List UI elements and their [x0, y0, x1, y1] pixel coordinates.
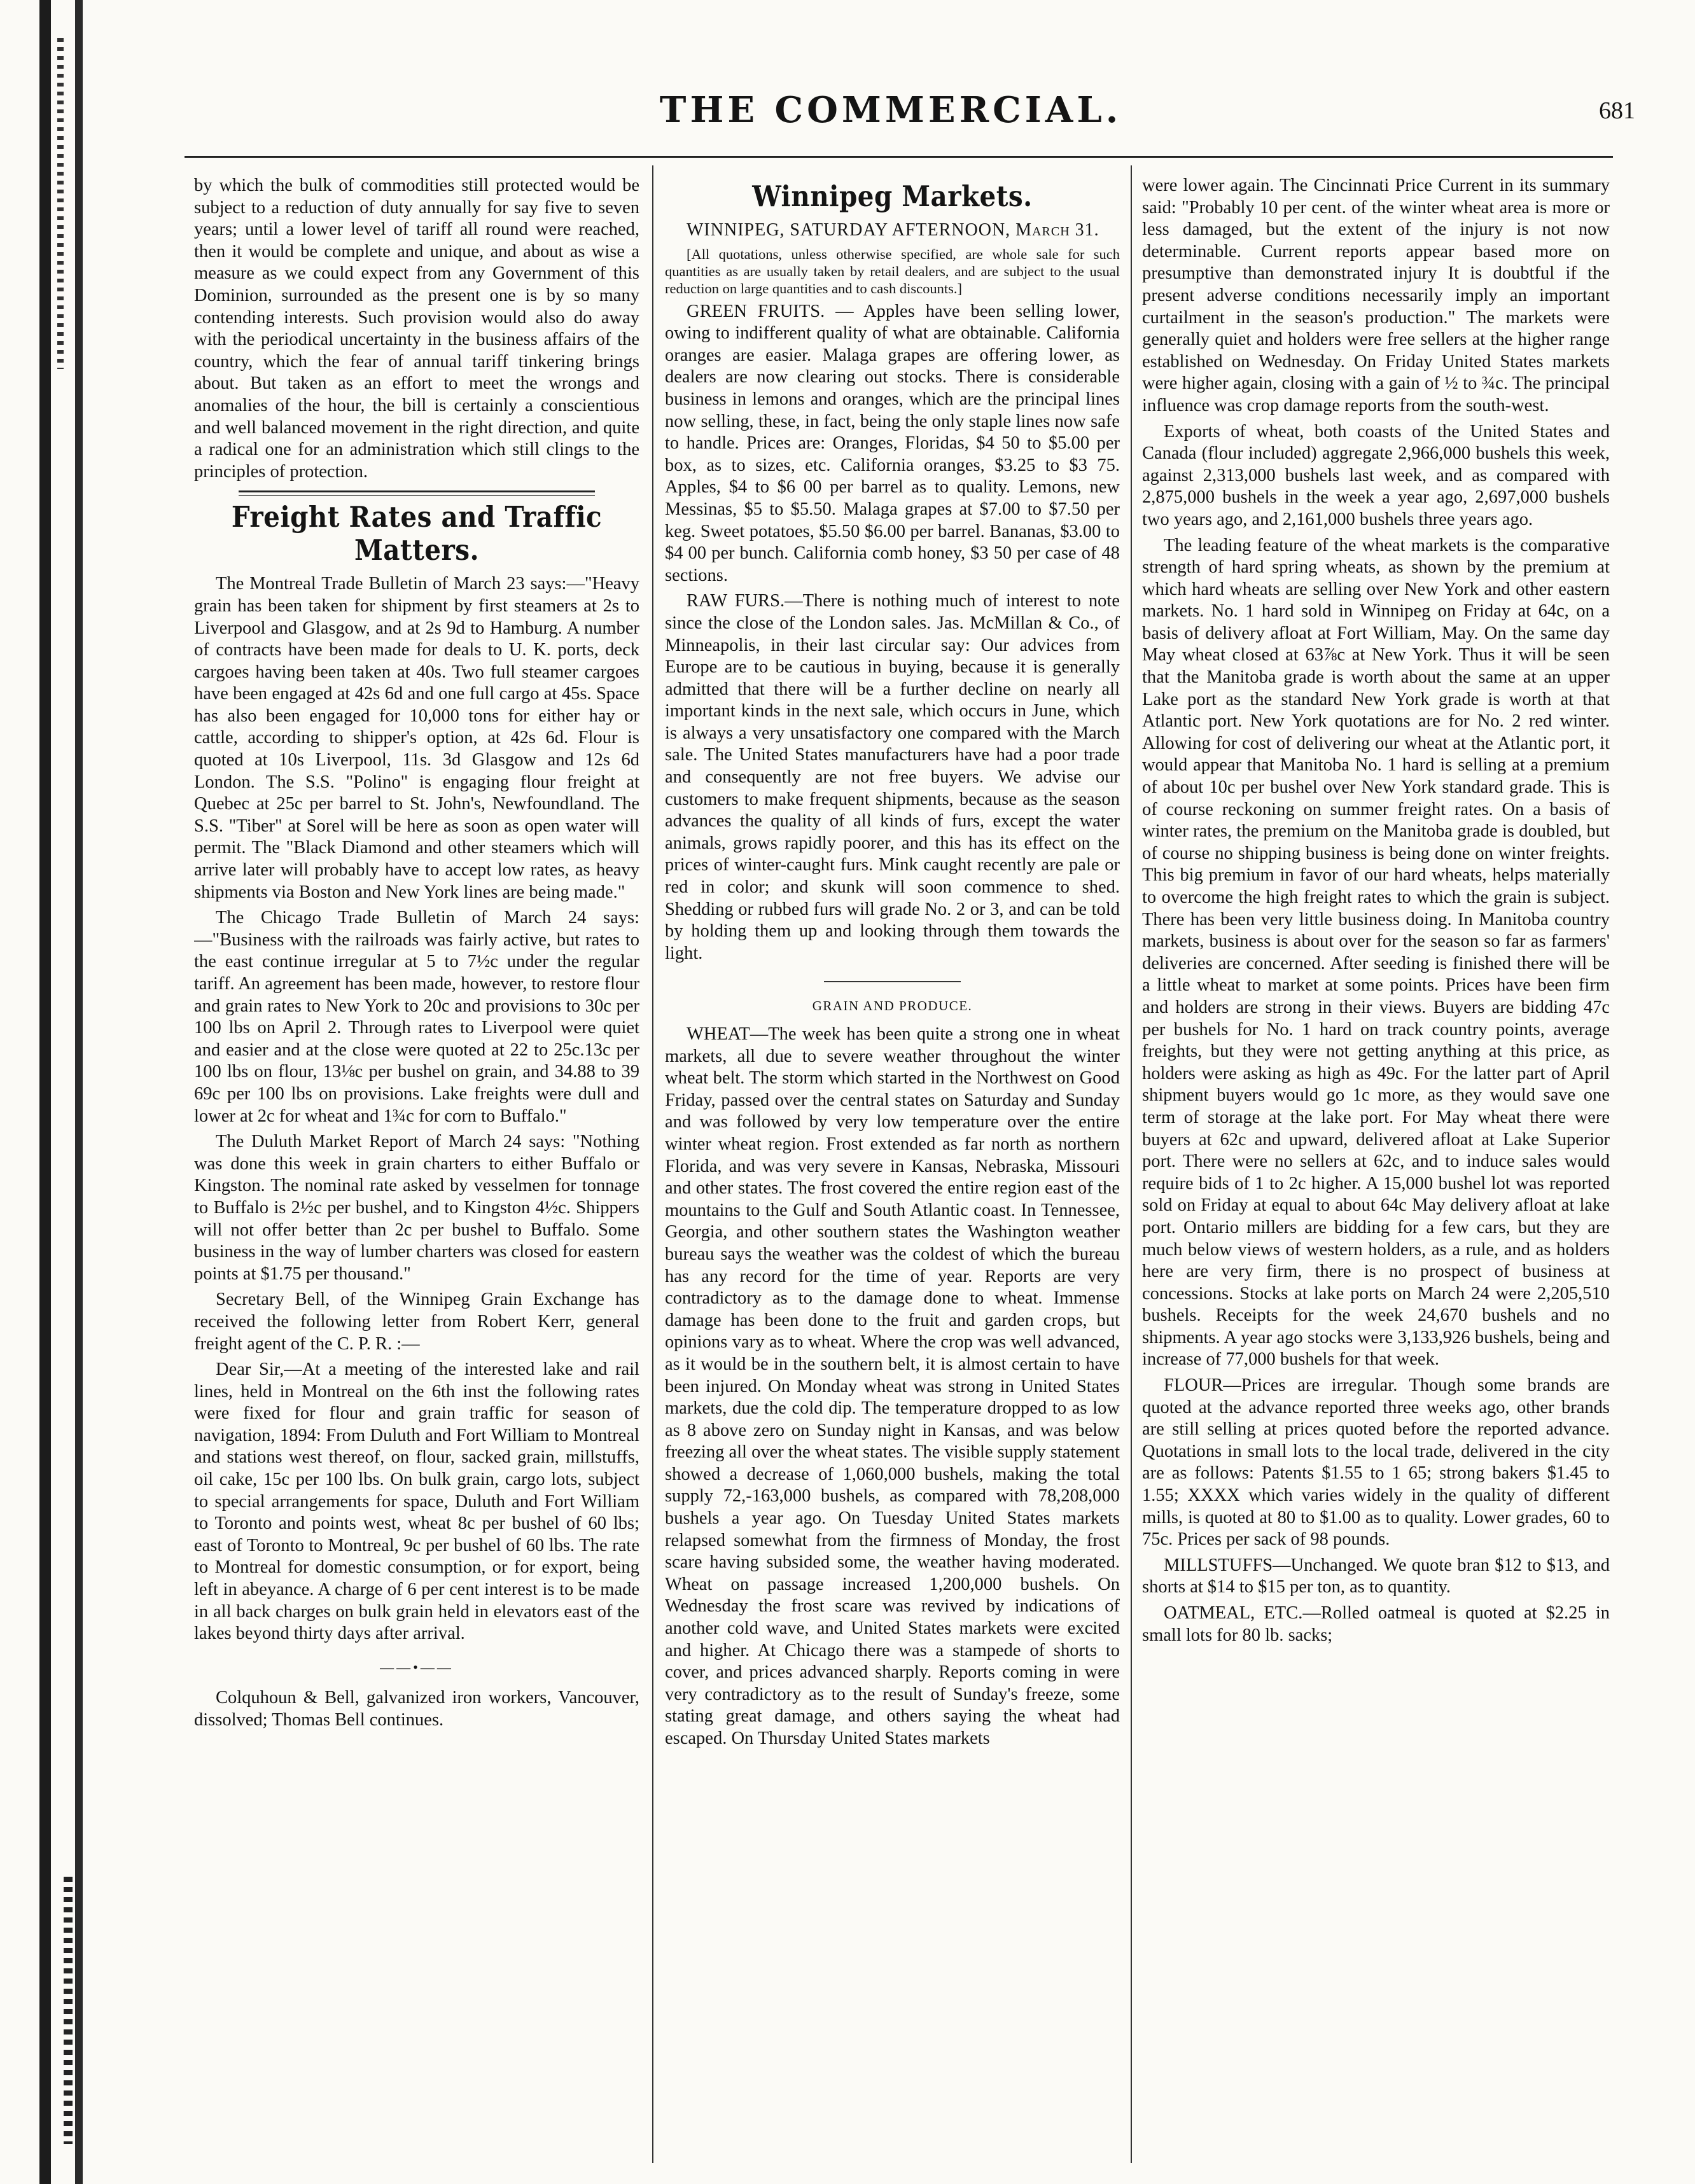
publication-title: THE COMMERCIAL. — [659, 89, 1122, 131]
market-paragraph: Exports of wheat, both coasts of the United States and Canada (flour included) aggregate 2,966,000 bushels this week, against 2,313,000 bushels last week, and as compared with 2,875,000 bushels in the week a year ago, 2,697,000 bushels two years ago, and 2,161,000 bushels three years ago. — [1142, 421, 1610, 529]
market-paragraph: were lower again. The Cincinnati Price Current in its summary said: "Probably 10 per cent. of the winter wheat area is more or less damaged, but the extent of the injury is not now determinable. Current reports appear based more on presumptive than demonstrated injury It is doubtful if the present adverse conditions necessarily imply an important curtailment in the season's production." The markets were generally quiet and holders were free sellers at the higher range established on Wednesday. On Friday United States markets were higher again, closing with a gain of ½ to ¾c. The principal influence was crop damage reports from the south-west. — [1142, 176, 1610, 415]
freight-paragraph: The Montreal Trade Bulletin of March 23 says:—"Heavy grain has been taken for shipment by first steamers at 2s to Liverpool and Glasgow, and at 2s 9d to Hamburg. A number of contracts have been made for deals to U. K. ports, deck cargoes having been taken at 40s. Two full steamer cargoes have been engaged at 42s 6d and one full cargo at 45s. Space has also been engaged for 10,000 tons for either hay or cattle, according to shipper's option, at 42s 6d. Flour is quoted at 10s Liverpool, 11s. 3d Glasgow and 12s 6d London. The S.S. "Polino" is engaging flour freight at Quebec at 25c per barrel to St. John's, Newfoundland. The S.S. "Tiber" at Sorel will be here as soon as open water will permit. The "Black Diamond and other steamers which will arrive later will probably have to accept low rates, as heavy shipments via Boston and New York lines are being made." — [194, 574, 639, 902]
page-binding-edge — [0, 0, 108, 2184]
column-rule-2 — [1131, 165, 1132, 2163]
column-3 — [1142, 175, 1610, 2166]
market-paragraph: MILLSTUFFS—Unchanged. We quote bran $12 to $13, and shorts at $14 to $15 per ton, as to quantity. — [1142, 1555, 1610, 1597]
winnipeg-markets-heading: Winnipeg Markets. — [752, 179, 1033, 213]
column-2 — [665, 175, 1120, 2166]
quotations-note: [All quotations, unless otherwise specified, are whole sale for such quantities as are usually taken by retail dealers, and are subject to the usual reduction on large quantities and to cash discounts.] — [665, 246, 1120, 296]
freight-letter: Dear Sir,—At a meeting of the interested lake and rail lines, held in Montreal on the 6th inst the following rates were fixed for flour and grain traffic for season of navigation, 1894: From Duluth and Fort William to Montreal and stations west thereof, on flour, sacked grain, millstuffs, oil cake, 15c per 100 lbs. On bulk grain, cargo lots, subject to special arrangements for space, Duluth and Fort William to Toronto and points west, wheat 8c per bushel of 60 lbs; east of Toronto to Montreal, 9c per bushel of 60 lbs. The rate to Montreal for domestic consumption, or for export, being left in abeyance. A charge of 6 per cent interest is to be made in all back charges on bulk grain held in elevators east of the lakes beyond thirty days after arrival. — [194, 1360, 639, 1644]
column-1 — [194, 175, 639, 2166]
freight-paragraph: Secretary Bell, of the Winnipeg Grain Exchange has received the following letter from Robert Kerr, general freight agent of the C. P. R. :— — [194, 1290, 639, 1354]
masthead-rule — [185, 156, 1613, 158]
section-divider — [824, 981, 961, 982]
article-continuation: by which the bulk of commodities still protected would be subject to a reduction of duty annually for say five to seven years; until a lower level of tariff all round were reached, then it would be complete and unique, and about as wise a measure as we could expect from any Government of this Dominion, surrounded as the present one is by so many contending interests. Such provision would also do away with the periodical uncertainty in the business affairs of the country, which the fear of annual tariff tinkering brings about. But taken as an effort to meet the wrongs and anomalies of the hour, the bill is certainly a conscientious and well balanced movement in the right direction, and quite a radical one for an administration which still clings to the principles of protection. — [194, 176, 639, 482]
dateline: WINNIPEG, SATURDAY AFTERNOON, March 31. — [687, 220, 1099, 240]
column-rule-1 — [652, 165, 653, 2163]
grain-produce-subhead: GRAIN AND PRODUCE. — [812, 998, 973, 1014]
market-paragraph: WHEAT—The week has been quite a strong one in wheat markets, all due to severe weather throughout the winter wheat belt. The storm which started in the Northwest on Good Friday, passed over the central states on Saturday and Sunday and was followed by very low temperature over the entire winter wheat region. Frost extended as far north as northern Florida, and was very severe in Kansas, Nebraska, Missouri and other states. The frost covered the entire region east of the mountains to the Gulf and South Atlantic coast. In Tennessee, Georgia, and other southern states the Washington weather bureau says the weather was the coldest of which the bureau has any record for the time of year. Reports are very contradictory as to the damage done to wheat. Immense damage has been done to the fruit and garden crops, but opinions vary as to wheat. Where the crop was well advanced, as it would be in the southern belt, it is almost certain to have been injured. On Monday wheat was strong in United States markets, due the cold dip. The temperature dropped to as low as 8 above zero on Sunday night in Kansas, and was below freezing all over the wheat states. The visible supply statement showed a decrease of 1,060,000 bushels, making the total supply 72,-163,000 bushels, as compared with 78,208,000 bushels a year ago. On Tuesday United States markets relapsed somewhat from the firmness of Monday, the frost scare having subsided some, the weather having moderated. Wheat on passage increased 1,200,000 bushels. On Wednesday the frost scare was revived by indications of another cold wave, and United States markets were excited and higher. At Chicago there was a stampede of shorts to cover, and prices advanced sharply. Reports coming in were very contradictory as to the result of Sunday's freeze, some stating great damage, and others saying the wheat had escaped. On Thursday United States markets — [665, 1024, 1120, 1748]
market-paragraph: FLOUR—Prices are irregular. Though some brands are quoted at the advance reported three weeks ago, other brands are still selling at prices quoted before the reported advance. Quotations in small lots to the local trade, delivered in the city are as follows: Patents $1.55 to 1 65; strong bakers $1.45 to 1.55; XXXX which varies widely in the quality of different mills, is quoted at 80 to $1.00 as to quality. Lower grades, 60 to 75c. Prices per sack of 98 pounds. — [1142, 1375, 1610, 1550]
market-paragraph: The leading feature of the wheat markets is the comparative strength of hard spring wheats, as shown by the premium at which hard wheats are selling over New York and other eastern markets. No. 1 hard sold in Winnipeg on Friday at 64c, on a basis of delivery afloat at Fort William, May. On the same day May wheat closed at 63⅞c at New York. Thus it will be seen that the Manitoba grade is worth about the same at an upper Lake port as the standard New York grade is worth at that Atlantic port. New York quotations are for No. 2 red winter. Allowing for cost of delivering our wheat at the Atlantic port, it would appear that Manitoba No. 1 hard is selling at a premium of about 10c per bushel over New York standard grade. This is of course reckoning on summer freight rates. On a basis of winter rates, the premium on the Manitoba grade is doubled, but of course no shipping business is being done on winter freights. This big premium in favor of our hard wheats, helps materially to overcome the high freight rates to which the grain is subject. There has been very little business doing. In Manitoba country markets, business is about over for the season so far as farmers' deliveries are concerned. After seeding is finished there will be a little wheat to market at some points. Prices have been firm and holders are strong in their views. Buyers are bidding 47c per bushels for No. 1 hard on track country points, average freights, but they were not getting anything at this price, as holders were asking as high as 49c. For the latter part of April shipment buyers would go 1c more, as they would save one term of storage at the lake port. For May wheat there were buyers at 62c and upward, delivered afloat at Lake Superior port. There were no sellers at 62c, and to induce sales would require bids of 1 to 2c higher. A 15,000 bushel lot was reported sold on Friday at equal to about 64c May delivery afloat at lake port. Ontario millers are bidding for a few cars, but they are much below views of western holders, as a rule, and as holders here are very firm, there is no prospect of business at concessions. Stocks at lake ports on March 24 were 2,205,510 bushels. Receipts for the week 24,670 bushels and no shipments. A year ago stocks were 3,133,926 bushels, being and increase of 77,000 bushels for that week. — [1142, 535, 1610, 1370]
freight-paragraph: The Duluth Market Report of March 24 says: "Nothing was done this week in grain charters to either Buffalo or Kingston. The nominal rate asked by vesselmen for tonnage to Buffalo is 2½c per bushel, and to Kingston 4½c. Shippers will not offer better than 2c per bushel to Buffalo. Some business in the way of lumber charters was closed for eastern points at $1.75 per thousand." — [194, 1132, 639, 1284]
market-paragraph: GREEN FRUITS. — Apples have been selling lower, owing to indifferent quality of what are obtainable. California oranges are easier. Malaga grapes are offering lower, as dealers are now clearing out stocks. There is considerable business in lemons and oranges, which are the principal lines now selling, these, in fact, being the only staple lines now safe to handle. Prices are: Oranges, Floridas, $4 50 to $5.00 per box, as to sizes, etc. California oranges, $3.25 to $3 75. Apples, $4 to $6 00 per barrel as to quality. Lemons, new Messinas, $5 to $5.50. Malaga grapes at $7.00 to $7.50 per keg. Sweet potatoes, $5.50 $6.00 per barrel. Bananas, $3.00 to $4 00 per bunch. California comb honey, $3 50 per case of 48 sections. — [665, 301, 1120, 585]
freight-rates-heading: Freight Rates and Traffic Matters. — [231, 500, 603, 567]
market-paragraph: OATMEAL, ETC.—Rolled oatmeal is quoted at $2.25 in small lots for 80 lb. sacks; — [1142, 1603, 1610, 1645]
ornament-divider: ——•—— — [380, 1659, 454, 1675]
page-number: 681 — [1599, 97, 1635, 124]
freight-paragraph: The Chicago Trade Bulletin of March 24 says:—"Business with the railroads was fairly active, but rates to the east continue irregular at 5 to 7½c under the regular tariff. An agreement has been made, however, to restore flour and grain rates to New York to 20c and provisions to 30c per 100 lbs on April 2. Through rates to Liverpool were quiet and easier and at the close were quoted at 22 to 25c.13c per 100 lbs on flour, 13⅛c per bushel on grain, and 34.88 to 39 69c per 100 lbs on provisions. Lake freights were dull and lower at 2c for wheat and 1¾c for corn to Buffalo." — [194, 908, 639, 1126]
market-paragraph: RAW FURS.—There is nothing much of interest to note since the close of the London sales. Jas. McMillan & Co., of Minneapolis, in their last circular say: Our advices from Europe are to be cautious in buying, because it is generally admitted that there will be a further decline on nearly all important kinds in the next sale, which occurs in June, which is always a very unsatisfactory one compared with the March sale. The United States manufacturers have had a poor trade and consequently are not free buyers. We advise our customers to make frequent shipments, because as the season advances the quality of all kinds of furs, except the water animals, grows rapidly poorer, and this has its effect on the prices of winter-caught furs. Mink caught recently are pale or red in color; and skunk will soon commence to shed. Shedding or rubbed furs will grade No. 2 or 3, and can be told by holding them up and looking through them towards the light. — [665, 591, 1120, 963]
section-divider — [239, 490, 595, 496]
masthead — [146, 89, 1635, 140]
business-notice: Colquhoun & Bell, galvanized iron workers, Vancouver, dissolved; Thomas Bell continues. — [194, 1688, 639, 1730]
